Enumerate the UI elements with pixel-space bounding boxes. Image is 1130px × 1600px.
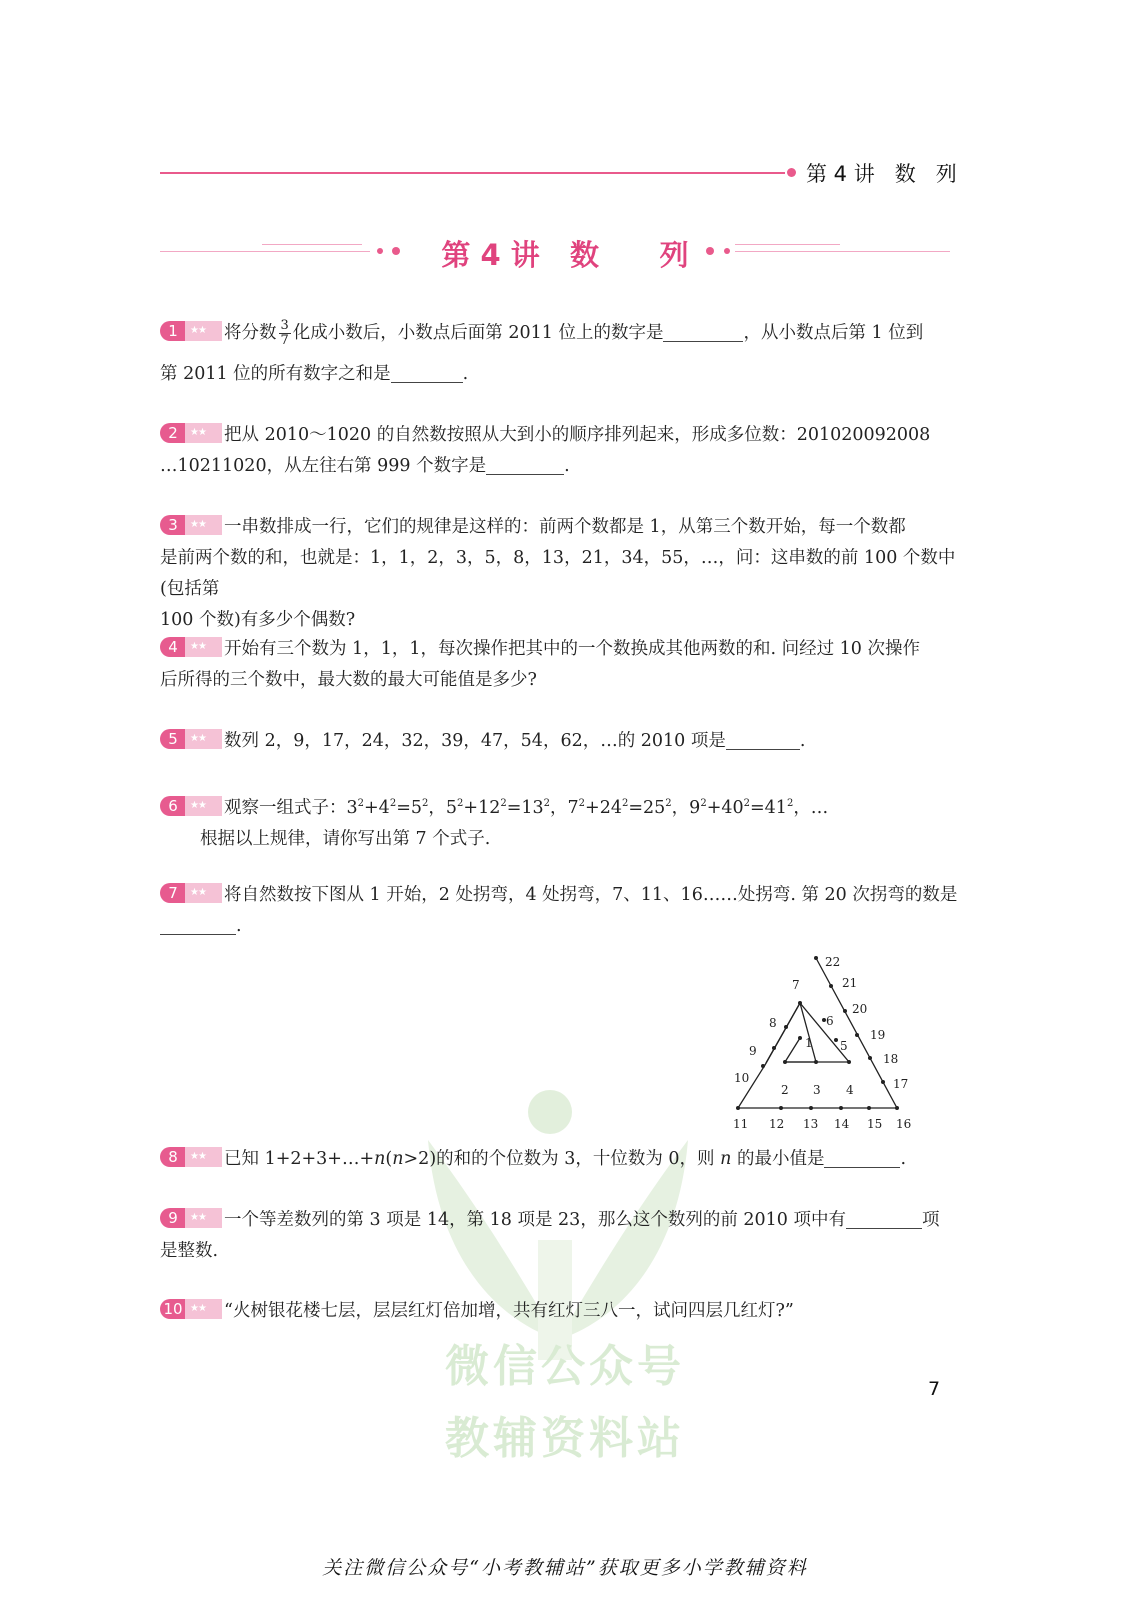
question-badge: 9 ★★	[160, 1208, 222, 1228]
question-3: 3 ★★ 一串数排成一行，它们的规律是这样的：前两个数都是 1，从第三个数开始，每一个数都 是前两个数的和，也就是：1，1，2，3，5，8，13，21，34，55，…，问：这串数的前 100 个数中(包括第 100 个数)有多少个偶数?	[160, 516, 956, 630]
running-title: 第 4 讲 数 列	[806, 162, 957, 186]
answer-blank	[824, 1149, 900, 1168]
spiral-triangle-figure	[733, 955, 923, 1140]
question-badge: 7 ★★	[160, 883, 222, 903]
figure-label: 7	[792, 978, 800, 992]
figure-label: 2	[781, 1083, 789, 1097]
question-2: 2 ★★ 把从 2010～1020 的自然数按照从大到小的顺序排列起来，形成多位数：201020092008 …10211020，从左往右第 999 个数字是 .	[160, 424, 931, 476]
question-badge: 10 ★★	[160, 1299, 222, 1319]
figure-label: 15	[867, 1117, 883, 1131]
answer-blank	[160, 916, 236, 935]
question-8: 8 ★★ 已知 1+2+3+…+n(n>2)的和的个位数为 3，十位数为 0，则 n 的最小值是 .	[160, 1144, 972, 1175]
question-6: 6 ★★ 观察一组式子：$3^2+4^2=5^2$，$5^2+12^2=13^2$，$7^2+24^2=25^2$，$9^2+40^2=41^2$，… 根据以上规律，请你写出第 7 个式子.	[160, 788, 972, 855]
figure-label: 17	[893, 1077, 909, 1091]
question-5: 5 ★★ 数列 2，9，17，24，32，39，47，54，62，…的 2010 项是 .	[160, 726, 972, 757]
header-dot	[787, 168, 796, 177]
question-badge: 6 ★★	[160, 796, 222, 816]
page-title: 第 4 讲 数 列	[441, 238, 689, 272]
answer-blank	[726, 731, 800, 750]
figure-label: 4	[846, 1083, 854, 1097]
figure-label: 12	[769, 1117, 785, 1131]
figure-label: 6	[826, 1014, 834, 1028]
figure-label: 13	[803, 1117, 819, 1131]
answer-blank	[486, 456, 564, 475]
figure-label: 14	[834, 1117, 850, 1131]
question-badge: 3 ★★	[160, 515, 222, 535]
title-dot	[724, 248, 730, 254]
answer-blank	[846, 1210, 922, 1229]
footer-note: 关注微信公众号“小考教辅站”获取更多小学教辅资料	[322, 1557, 808, 1579]
figure-label: 19	[870, 1028, 886, 1042]
figure-label: 20	[852, 1002, 868, 1016]
answer-blank	[663, 323, 743, 342]
figure-label: 9	[749, 1044, 757, 1058]
figure-label: 18	[883, 1052, 899, 1066]
question-badge: 5 ★★	[160, 729, 222, 749]
figure-label: 16	[896, 1117, 912, 1131]
equation-list: $3^2+4^2=5^2$，$5^2+12^2=13^2$，$7^2+24^2=25^2$，$9^2+40^2=41^2$，…	[346, 797, 829, 818]
title-rule-right-upper	[735, 244, 840, 245]
question-10: 10 ★★ “火树银花楼七层，层层红灯倍加增，共有红灯三八一，试问四层几红灯?”	[160, 1296, 972, 1327]
figure-label: 3	[813, 1083, 821, 1097]
figure-label: 22	[825, 955, 841, 969]
figure-label: 5	[840, 1039, 848, 1053]
question-7: 7 ★★ 将自然数按下图从 1 开始，2 处拐弯，4 处拐弯，7、11、16……处拐弯. 第 20 次拐弯的数是 .	[160, 880, 972, 942]
question-badge: 4 ★★	[160, 637, 222, 657]
figure-label: 1	[805, 1036, 813, 1050]
fraction: $\frac{3}{7}$	[280, 318, 289, 348]
answer-blank	[391, 364, 463, 383]
title-dot	[706, 247, 714, 255]
page-number: 7	[928, 1378, 941, 1400]
figure-label: 8	[769, 1016, 777, 1030]
title-rule-right	[735, 251, 950, 252]
question-9: 9 ★★ 一个等差数列的第 3 项是 14，第 18 项是 23，那么这个数列的前 2010 项中有 项 是整数.	[160, 1209, 940, 1261]
watermark-text: 教辅资料站	[445, 1413, 685, 1464]
question-badge: 8 ★★	[160, 1147, 222, 1167]
header-rule	[160, 172, 785, 174]
question-badge: 1 ★★	[160, 321, 222, 341]
figure-label: 21	[842, 976, 858, 990]
figure-label: 10	[734, 1071, 750, 1085]
figure-label: 11	[733, 1117, 749, 1131]
question-1: 1 ★★ 将分数 $\frac{3}{7}$ 化成小数后，小数点后面第 2011 位上的数字是 ，从小数点后第 1 位到 第 2011 位的所有数字之和是 .	[160, 318, 924, 384]
question-badge: 2 ★★	[160, 423, 222, 443]
question-4: 4 ★★ 开始有三个数为 1，1，1，每次操作把其中的一个数换成其他两数的和. 问经过 10 次操作 后所得的三个数中，最大数的最大可能值是多少?	[160, 638, 920, 690]
watermark-text: 微信公众号	[445, 1341, 685, 1392]
